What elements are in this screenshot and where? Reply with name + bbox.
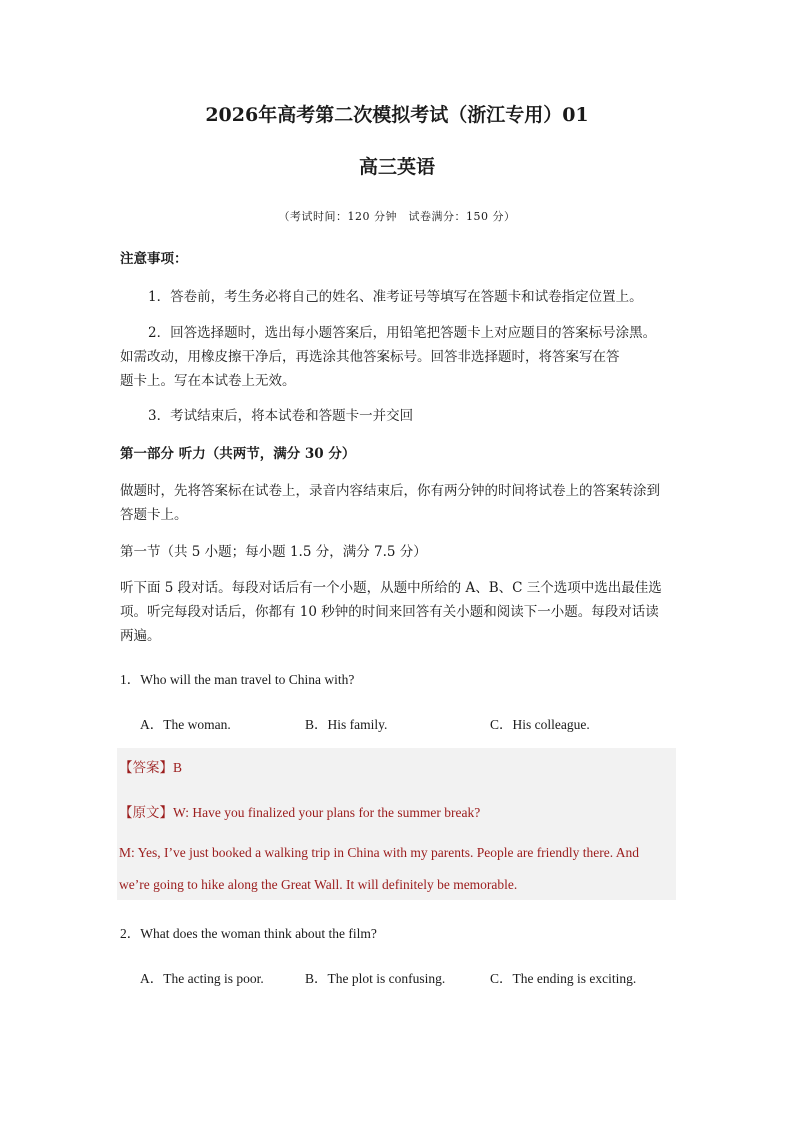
source-tag: 【原文】	[119, 805, 173, 820]
answer-line	[119, 756, 182, 776]
section1-intro-line1: 听下面 5 段对话。每段对话后有一个小题，从题中所给的 A、B、C 三个选项中选出最佳选	[120, 580, 662, 596]
answer-tag: 【答案】	[119, 760, 173, 775]
section1-intro-line2: 项。听完每段对话后，你都有 10 秒钟的时间来回答有关小题和阅读下一小题。每段对话读	[120, 604, 659, 620]
exam-subject: 高三英语	[358, 156, 435, 178]
notice-item-3: 3．考试结束后，将本试卷和答题卡一并交回	[148, 408, 414, 424]
part1-intro-line2: 答题卡上。	[120, 507, 188, 523]
exam-meta: （考试时间：120 分钟 试卷满分：150 分）	[278, 210, 516, 223]
question-2-option-b: B．The plot is confusing.	[305, 971, 446, 986]
source-line-2: M: Yes, I’ve just booked a walking trip in China with my parents. People are friendly there. And	[119, 845, 640, 860]
source-line-1	[119, 801, 480, 821]
notice-item-2-cont1: 如需改动，用橡皮擦干净后，再选涂其他答案标号。回答非选择题时，将答案写在答	[120, 349, 620, 365]
part1-intro-line1: 做题时，先将答案标在试卷上，录音内容结束后，你有两分钟的时间将试卷上的答案转涂到	[120, 483, 660, 499]
answer-box-1	[117, 748, 676, 900]
question-2-option-a: A．The acting is poor.	[140, 971, 264, 986]
notice-item-2: 2．回答选择题时，选出每小题答案后，用铅笔把答题卡上对应题目的答案标号涂黑。	[148, 325, 657, 341]
exam-title: 2026年高考第二次模拟考试（浙江专用）01	[205, 104, 589, 126]
notice-item-2-cont2: 题卡上。写在本试卷上无效。	[120, 373, 296, 389]
source-line-3: we’re going to hike along the Great Wall. It will definitely be memorable.	[119, 877, 518, 892]
section1-intro-line3: 两遍。	[120, 628, 161, 644]
notice-item-1: 1．答卷前，考生务必将自己的姓名、准考证号等填写在答题卡和试卷指定位置上。	[148, 289, 643, 305]
answer-value: B	[173, 760, 183, 775]
notice-heading: 注意事项：	[120, 251, 188, 267]
question-2-option-c: C．The ending is exciting.	[490, 971, 637, 986]
question-1-option-c: C．His colleague.	[490, 717, 590, 732]
question-1-option-b: B．His family.	[305, 717, 388, 732]
question-1-option-a: A．The woman.	[140, 717, 231, 732]
question-2-stem: 2．What does the woman think about the film?	[120, 926, 377, 941]
question-1-stem: 1．Who will the man travel to China with?	[120, 672, 355, 687]
source-text-1: W: Have you finalized your plans for the summer break?	[173, 805, 481, 820]
section1-heading: 第一节（共 5 小题；每小题 1.5 分，满分 7.5 分）	[120, 544, 427, 560]
part1-heading: 第一部分 听力（共两节，满分 30 分）	[120, 446, 356, 462]
